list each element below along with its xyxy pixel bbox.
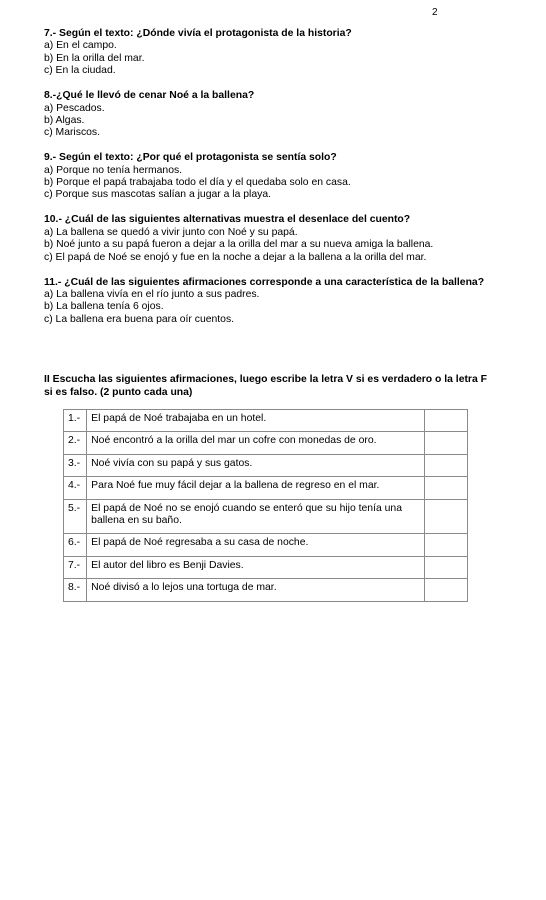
option-c: c) El papá de Noé se enojó y fue en la noche a dejar a la ballena a la orilla del mar. (44, 251, 427, 263)
option-b: b) La ballena tenía 6 ojos. (44, 301, 164, 313)
table-row (64, 579, 468, 601)
table-row (64, 556, 468, 578)
statement-text: El autor del libro es Benji Davies. (87, 556, 425, 578)
question-7 (44, 28, 487, 78)
table-row (64, 410, 468, 432)
option-a: a) Pescados. (44, 102, 105, 114)
answer-cell[interactable] (424, 534, 467, 556)
page-number: 2 (432, 7, 438, 18)
statement-number: 2.- (64, 432, 87, 454)
question-title: 11.- ¿Cuál de las siguientes afirmaciones corresponde a una característica de la ballena? (44, 276, 485, 288)
answer-cell[interactable] (424, 410, 467, 432)
option-c: c) Porque sus mascotas salían a jugar a la playa. (44, 189, 271, 201)
table-row (64, 534, 468, 556)
option-b: b) Noé junto a su papá fueron a dejar a la orilla del mar a su nueva amiga la ballena. (44, 239, 434, 251)
answer-cell[interactable] (424, 454, 467, 476)
answer-cell[interactable] (424, 477, 467, 499)
answer-cell[interactable] (424, 579, 467, 601)
statement-text: El papá de Noé regresaba a su casa de noche. (87, 534, 425, 556)
option-a: a) La ballena vivía en el río junto a sus padres. (44, 288, 260, 300)
question-11 (44, 277, 487, 327)
statement-text: Noé divisó a lo lejos una tortuga de mar. (87, 579, 425, 601)
option-c: c) Mariscos. (44, 127, 100, 139)
statement-number: 8.- (64, 579, 87, 601)
statement-text: Noé encontró a la orilla del mar un cofre con monedas de oro. (87, 432, 425, 454)
answer-cell[interactable] (424, 499, 467, 534)
statement-number: 3.- (64, 454, 87, 476)
statement-text: Para Noé fue muy fácil dejar a la ballena de regreso en el mar. (87, 477, 425, 499)
question-title: 9.- Según el texto: ¿Por qué el protagonista se sentía solo? (44, 152, 337, 164)
question-title: 10.- ¿Cuál de las siguientes alternativas muestra el desenlace del cuento? (44, 214, 411, 226)
statement-number: 4.- (64, 477, 87, 499)
option-b: b) Algas. (44, 114, 85, 126)
table-row (64, 432, 468, 454)
questions-section (44, 28, 487, 339)
option-a: a) En el campo. (44, 40, 117, 52)
section-title: II Escucha las siguientes afirmaciones, luego escribe la letra V si es verdadero o la letra F si es falso. (2 punto cada una) (44, 374, 487, 398)
table-row (64, 454, 468, 476)
answer-cell[interactable] (424, 556, 467, 578)
question-9 (44, 152, 487, 202)
question-title: 8.-¿Qué le llevó de cenar Noé a la ballena? (44, 90, 255, 102)
table-row (64, 499, 468, 534)
question-title: 7.- Según el texto: ¿Dónde vivía el protagonista de la historia? (44, 28, 352, 39)
question-8 (44, 90, 487, 140)
option-c: c) La ballena era buena para oír cuentos. (44, 313, 235, 325)
question-10 (44, 214, 487, 264)
statement-number: 7.- (64, 556, 87, 578)
statement-number: 5.- (64, 499, 87, 534)
statement-text: Noé vivía con su papá y sus gatos. (87, 454, 425, 476)
statement-number: 1.- (64, 410, 87, 432)
statement-text: El papá de Noé no se enojó cuando se enteró que su hijo tenía una ballena en su baño. (87, 499, 425, 534)
option-a: a) Porque no tenía hermanos. (44, 164, 183, 176)
option-c: c) En la ciudad. (44, 65, 116, 77)
statement-number: 6.- (64, 534, 87, 556)
option-b: b) En la orilla del mar. (44, 52, 145, 64)
true-false-table (63, 409, 468, 602)
option-a: a) La ballena se quedó a vivir junto con Noé y su papá. (44, 226, 298, 238)
option-b: b) Porque el papá trabajaba todo el día y el quedaba solo en casa. (44, 177, 351, 189)
statement-text: El papá de Noé trabajaba en un hotel. (87, 410, 425, 432)
answer-cell[interactable] (424, 432, 467, 454)
table-row (64, 477, 468, 499)
